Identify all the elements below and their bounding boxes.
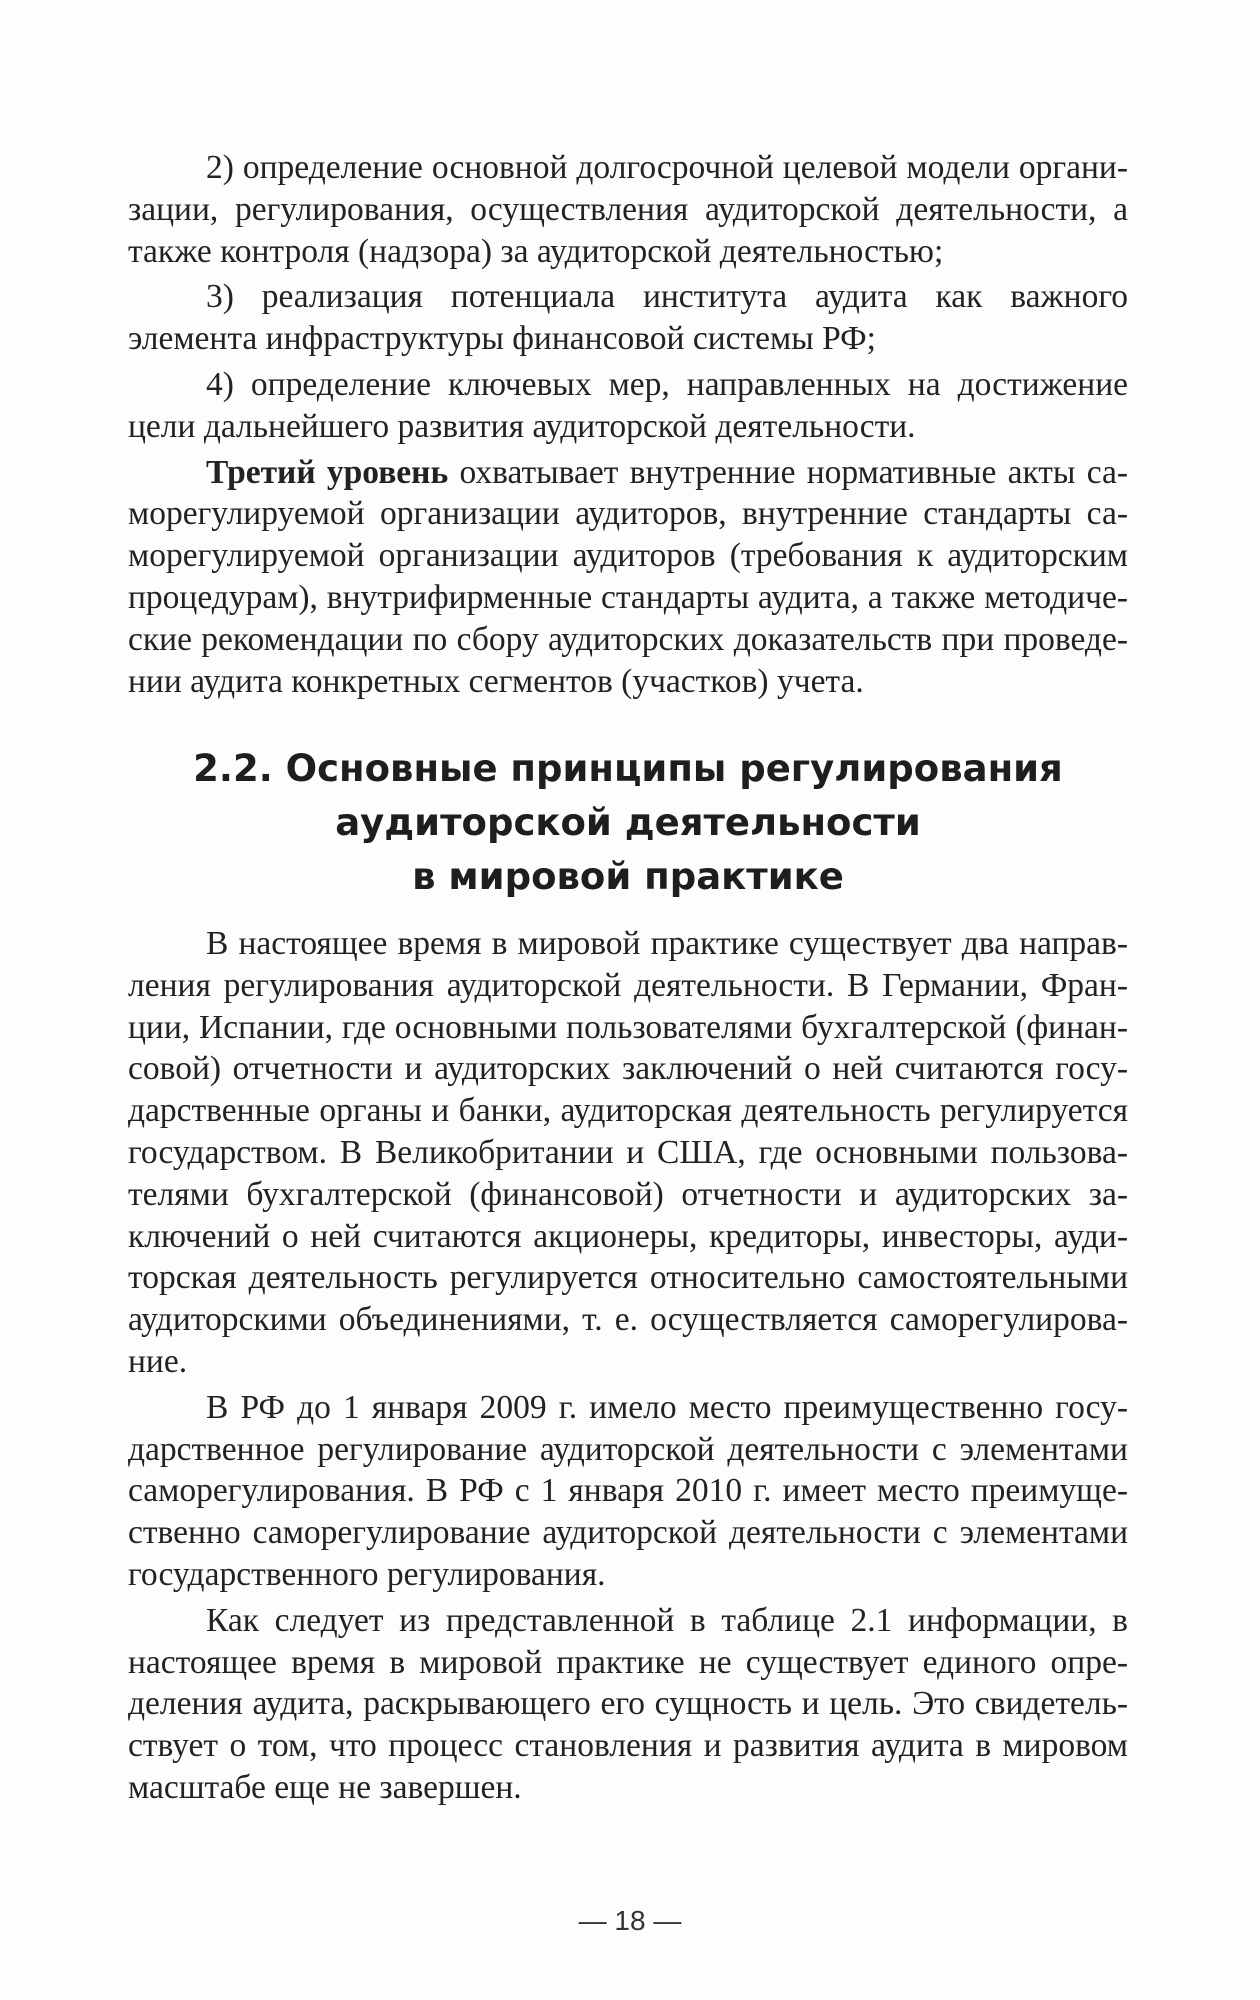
third-level-lead: Третий уровень	[206, 453, 449, 491]
paragraph-audit-definition: Как следует из представленной в таблице 2.1 информации, в настоящее время в мировой практике не существует единого определения аудита, раскрывающего его сущность и цель. Это свидетельствует о том, что процесс становления и развития аудита в мировом масштабе еще не завершен.	[128, 1601, 1128, 1806]
bottom-text-block	[128, 923, 1128, 1809]
section-heading-line-1: 2.2. Основные принципы регулирования	[193, 747, 1063, 790]
paragraph-rf-regulation: В РФ до 1 января 2009 г. имело место преимущественно государственное регулирование аудиторской деятельности с элементами саморегулирования. В РФ с 1 января 2010 г. имеет место преимущественно саморегулирование аудиторской деятельности с элементами государственного регулирования.	[128, 1388, 1128, 1593]
list-item-3: 3) реализация потенциала института аудита как важного элемента инфраструктуры финансовой системы РФ;	[128, 278, 1128, 358]
third-level-text: охватывает внутренние нормативные акты саморегулируемой организации аудиторов, внутренние стандарты саморегулируемой организации аудиторов (требования к аудиторским процедурам), внутрифирменные стандарты аудита, а также методические рекомендации по сбору аудиторских доказательств при проведении аудита конкретных сегментов (участков) учета.	[128, 453, 1128, 700]
section-heading-line-2: аудиторской деятельности	[335, 801, 921, 844]
list-item-2: 2) определение основной долгосрочной целевой модели организации, регулирования, осуществления аудиторской деятельности, а также контроля (надзора) за аудиторской деятельностью;	[128, 149, 1128, 270]
top-text-block	[128, 147, 1128, 702]
section-heading	[128, 742, 1128, 904]
section-heading-line-3: в мировой практике	[412, 855, 844, 898]
paragraph-regulation-directions: В настоящее время в мировой практике существует два направления регулирования аудиторской деятельности. В Германии, Франции, Испании, где основными пользователями бухгалтерской (финансовой) отчетности и аудиторских заключений о ней считаются государственные органы и банки, аудиторская деятельность регулируется государством. В Великобритании и США, где основными пользователями бухгалтерской (финансовой) отчетности и аудиторских заключений о ней считаются акционеры, кредиторы, инвесторы, аудиторская деятельность регулируется относительно самостоятельными аудиторскими объединениями, т. е. осуществляется саморегулирование.	[128, 925, 1128, 1380]
page-number: — 18 —	[578, 1905, 682, 1936]
list-item-4: 4) определение ключевых мер, направленных на достижение цели дальнейшего развития аудиторской деятельности.	[128, 365, 1128, 445]
third-level-paragraph	[128, 452, 1128, 703]
